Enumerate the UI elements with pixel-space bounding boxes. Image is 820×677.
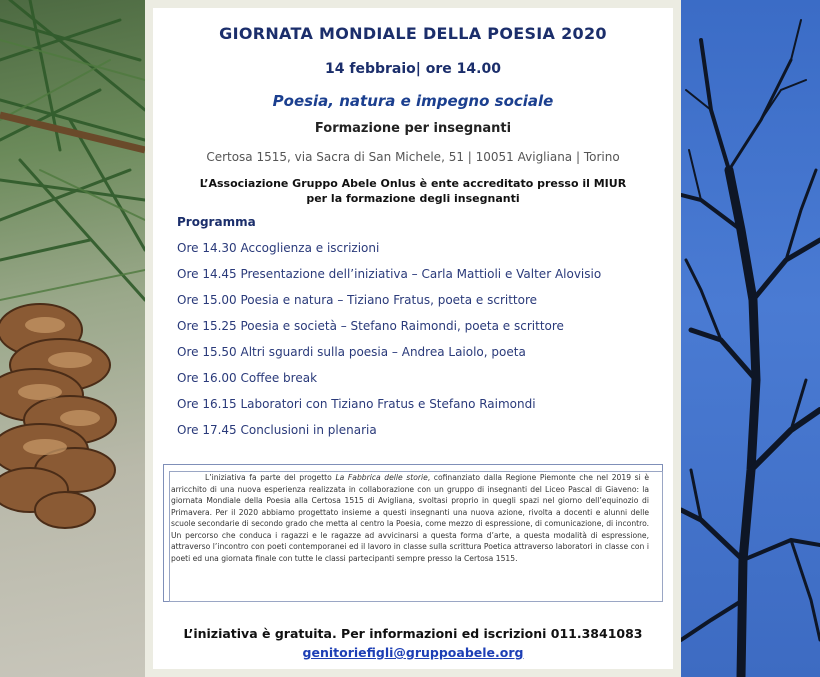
flyer-content xyxy=(153,8,673,669)
accreditation-line-1: L’Associazione Gruppo Abele Onlus è ente accreditato presso il MIUR xyxy=(199,177,627,190)
event-date: 14 febbraio| ore 14.00 xyxy=(325,61,501,77)
program-item: Ore 16.15 Laboratori con Tiziano Fratus e Stefano Raimondi xyxy=(177,397,536,411)
program-item: Ore 15.50 Altri sguardi sulla poesia – Andrea Laiolo, poeta xyxy=(177,345,526,359)
training-heading: Formazione per insegnanti xyxy=(314,121,512,136)
note-body: , cofinanziato dalla Regione Piemonte che nel 2019 si è arricchito di una nuova esperienza realizzata in collaborazione con un gruppo di insegnanti del Liceo Pascal di Giaveno: la giornata Mondiale della Poesia alla Certosa 1515 di Avigliana, svoltasi proprio in quegli spazi nel giorno dell’equinozio di Primavera. Per il 2020 abbiamo progettato insieme a questi insegnanti una nuova azione, rivolta a docenti e alunni delle scuole secondarie di secondo grado che metta al centro la Poesia, come mezzo di espressione, di comunicazione, di incontro. Un percorso che conduca i ragazzi e le ragazze ad avvicinarsi a questa forma d’arte, a questa modalità di espressione, attraverso l’incontro con poeti contemporanei ed il lavoro in classe sulla scrittura Poetica attraverso laboratori in classe con i poeti ed una giornata finale con tutte le classi partecipanti sempre presso la Certosa 1515. xyxy=(171,473,650,563)
program-item: Ore 15.00 Poesia e natura – Tiziano Fratus, poeta e scrittore xyxy=(177,293,538,307)
contact-email-link[interactable]: genitoriefigli@gruppoabele.org xyxy=(302,645,524,660)
tree-silhouette-photo xyxy=(681,0,820,677)
program-item: Ore 14.45 Presentazione dell’iniziativa – Carla Mattioli e Valter Alovisio xyxy=(177,267,602,281)
accreditation-line-2: per la formazione degli insegnanti xyxy=(306,192,520,205)
venue-address: Certosa 1515, via Sacra di San Michele, 51 | 10051 Avigliana | Torino xyxy=(206,150,620,164)
project-note-text xyxy=(171,472,649,564)
pine-branch-illustration xyxy=(0,0,145,677)
program-item: Ore 15.25 Poesia e società – Stefano Raimondi, poeta e scrittore xyxy=(177,319,564,333)
program-item: Ore 17.45 Conclusioni in plenaria xyxy=(177,423,377,437)
event-subtitle: Poesia, natura e impegno sociale xyxy=(272,92,554,110)
tree-branches-illustration xyxy=(681,0,820,677)
event-title: GIORNATA MONDIALE DELLA POESIA 2020 xyxy=(219,24,607,43)
project-title: La Fabbrica delle storie xyxy=(335,473,428,482)
program-heading: Programma xyxy=(177,215,256,229)
program-item: Ore 14.30 Accoglienza e iscrizioni xyxy=(177,241,380,255)
free-event-info: L’iniziativa è gratuita. Per informazioni ed iscrizioni 011.3841083 xyxy=(183,626,643,641)
accreditation-notice xyxy=(153,176,673,206)
note-intro: L’iniziativa fa parte del progetto xyxy=(205,473,336,482)
pine-cone-photo xyxy=(0,0,145,677)
event-flyer xyxy=(145,0,681,677)
program-item: Ore 16.00 Coffee break xyxy=(177,371,318,385)
